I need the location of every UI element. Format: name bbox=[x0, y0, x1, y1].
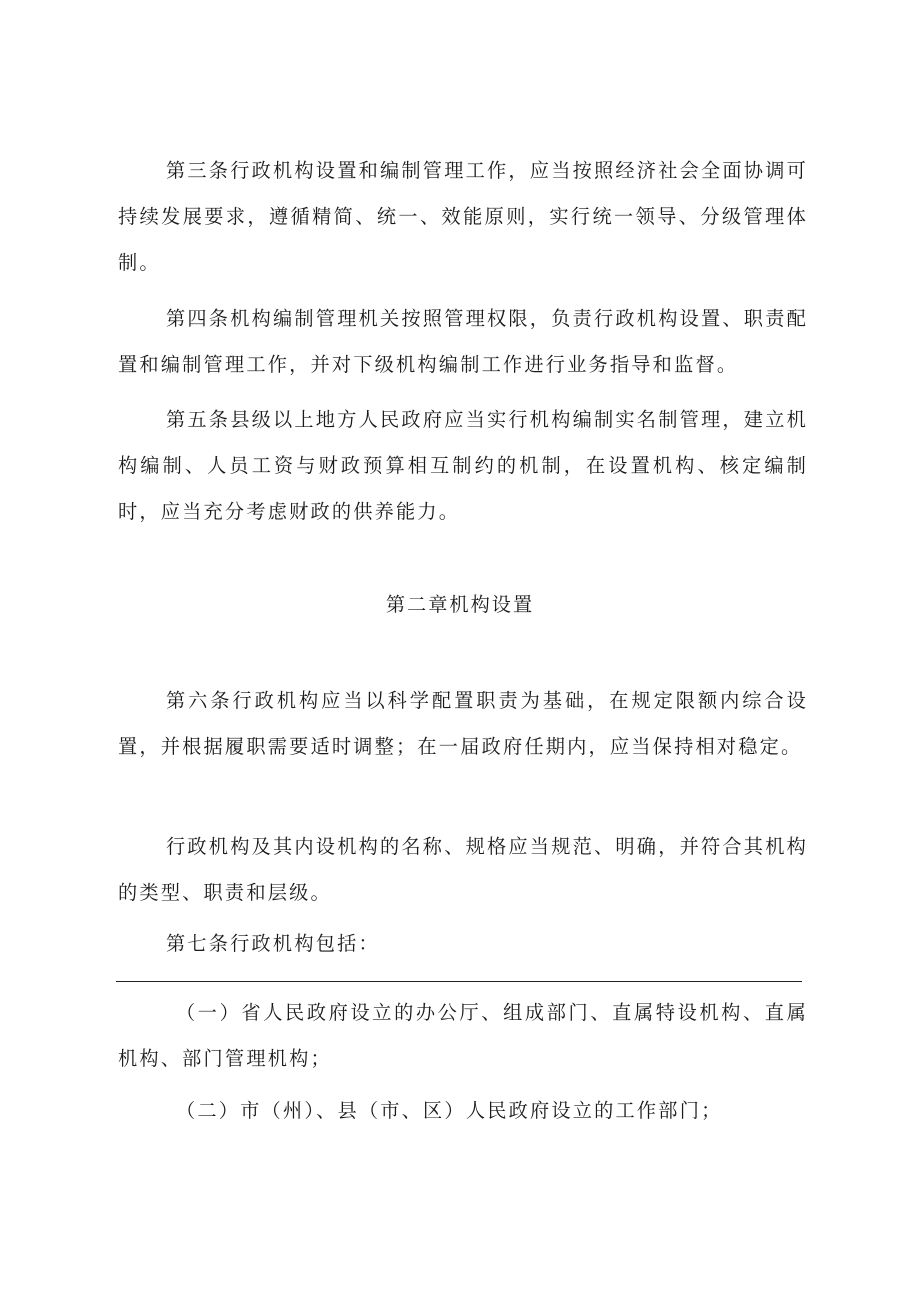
article-7-item-1: （一）省人民政府设立的办公厅、组成部门、直属特设机构、直属机构、部门管理机构； bbox=[118, 1001, 808, 1070]
horizontal-divider bbox=[116, 981, 802, 982]
article-7-item-2: （二）市（州）、县（市、区）人民政府设立的工作部门； bbox=[176, 1099, 723, 1122]
article-5-paragraph: 第五条县级以上地方人民政府应当实行机构编制实名制管理，建立机构编制、人员工资与财政预算相互制约的机制，在设置机构、核定编制时，应当充分考虑财政的供养能力。 bbox=[118, 408, 808, 523]
article-6-second-paragraph: 行政机构及其内设机构的名称、规格应当规范、明确，并符合其机构的类型、职责和层级。 bbox=[118, 835, 808, 904]
article-7-paragraph: 第七条行政机构包括： bbox=[166, 932, 380, 955]
chapter-2-heading: 第二章机构设置 bbox=[385, 593, 535, 616]
article-3-paragraph: 第三条行政机构设置和编制管理工作，应当按照经济社会全面协调可持续发展要求，遵循精简、统一、效能原则，实行统一领导、分级管理体制。 bbox=[118, 159, 808, 274]
article-6-paragraph: 第六条行政机构应当以科学配置职责为基础，在规定限额内综合设置，并根据履职需要适时调整；在一届政府任期内，应当保持相对稳定。 bbox=[118, 689, 808, 758]
article-4-paragraph: 第四条机构编制管理机关按照管理权限，负责行政机构设置、职责配置和编制管理工作，并对下级机构编制工作进行业务指导和监督。 bbox=[118, 307, 808, 376]
